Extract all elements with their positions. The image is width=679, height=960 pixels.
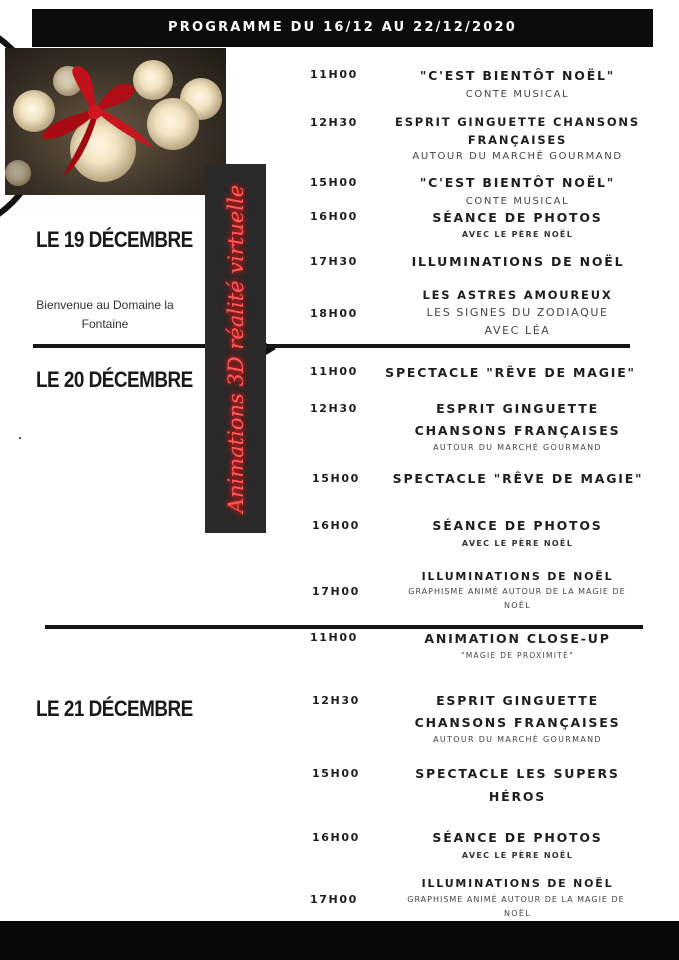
event-title: ESPRIT GINGUETTE CHANSONS bbox=[395, 115, 640, 129]
event-subtitle: CONTE MUSICAL bbox=[465, 89, 570, 100]
event-title: ILLUMINATIONS DE NOËL bbox=[421, 877, 614, 890]
event-title: ESPRIT GINGUETTE bbox=[436, 693, 599, 708]
event-subtitle: AVEC LE PÈRE NOËL bbox=[461, 851, 574, 860]
event-subtitle: AUTOUR DU MARCHÉ GOURMAND bbox=[433, 735, 602, 744]
event-title: SPECTACLE "RÊVE DE MAGIE" bbox=[392, 471, 644, 486]
section-divider bbox=[33, 344, 205, 348]
vertical-banner bbox=[205, 164, 266, 533]
day-title: LE 19 DÉCEMBRE bbox=[36, 227, 193, 252]
event-time: 12H30 bbox=[310, 402, 358, 415]
event-title: SÉANCE DE PHOTOS bbox=[432, 210, 603, 225]
section-divider bbox=[45, 625, 643, 629]
event-title: SPECTACLE "RÊVE DE MAGIE" bbox=[385, 365, 636, 380]
event-subtitle: CONTE MUSICAL bbox=[465, 196, 570, 207]
christmas-lights-photo bbox=[5, 48, 226, 195]
event-subtitle: AVEC LE PÈRE NOËL bbox=[461, 539, 574, 548]
event-subtitle: GRAPHISME ANIMÉ AUTOUR DE LA MAGIE DE bbox=[408, 587, 626, 596]
event-subtitle: "MAGIE DE PROXIMITÉ" bbox=[461, 651, 574, 660]
banner-text: Animations 3D réalité virtuelle bbox=[223, 184, 248, 513]
event-subtitle: NOËL bbox=[504, 909, 531, 918]
event-time: 16H00 bbox=[312, 831, 360, 844]
event-subtitle: AUTOUR DU MARCHÉ GOURMAND bbox=[412, 151, 623, 162]
day-title: LE 20 DÉCEMBRE bbox=[36, 367, 193, 392]
welcome-line: Bienvenue au Domaine la bbox=[36, 298, 174, 312]
event-time: 16H00 bbox=[312, 519, 360, 532]
footer-bar bbox=[0, 921, 679, 960]
page-title: PROGRAMME DU 16/12 AU 22/12/2020 bbox=[168, 20, 517, 35]
event-time: 18H00 bbox=[310, 307, 358, 320]
event-time: 15H00 bbox=[312, 767, 360, 780]
event-title: CHANSONS FRANÇAISES bbox=[414, 715, 621, 730]
event-time: 17H30 bbox=[310, 255, 358, 268]
event-subtitle: AVEC LE PÈRE NOËL bbox=[461, 230, 574, 239]
event-title: SÉANCE DE PHOTOS bbox=[432, 830, 603, 845]
section-divider bbox=[266, 344, 630, 348]
event-subtitle: LES SIGNES DU ZODIAQUE bbox=[426, 306, 609, 319]
event-time: 11H00 bbox=[310, 365, 358, 378]
event-time: 17H00 bbox=[312, 585, 360, 598]
event-title: ESPRIT GINGUETTE bbox=[436, 401, 599, 416]
red-ribbon-icon bbox=[5, 48, 226, 195]
event-time: 17H00 bbox=[310, 893, 358, 906]
event-subtitle: NOËL bbox=[504, 601, 531, 610]
event-title: "C'EST BIENTÔT NOËL" bbox=[419, 68, 616, 83]
dot bbox=[19, 437, 21, 439]
event-subtitle: GRAPHISME ANIMÉ AUTOUR DE LA MAGIE DE bbox=[407, 895, 625, 904]
event-title: FRANÇAISES bbox=[467, 133, 568, 147]
event-time: 16H00 bbox=[310, 210, 358, 223]
event-title: "C'EST BIENTÔT NOËL" bbox=[419, 175, 616, 190]
event-time: 12H30 bbox=[310, 116, 358, 129]
event-title: ANIMATION CLOSE-UP bbox=[424, 631, 611, 646]
event-title: ILLUMINATIONS DE NOËL bbox=[421, 570, 614, 583]
event-time: 15H00 bbox=[310, 176, 358, 189]
event-time: 11H00 bbox=[310, 68, 358, 81]
event-title: LES ASTRES AMOUREUX bbox=[422, 288, 613, 302]
header-bar bbox=[32, 9, 653, 47]
event-time: 12H30 bbox=[312, 694, 360, 707]
event-title: HÉROS bbox=[488, 789, 547, 804]
event-title: ILLUMINATIONS DE NOËL bbox=[411, 254, 625, 269]
event-title: SPECTACLE LES SUPERS bbox=[415, 766, 620, 781]
event-time: 11H00 bbox=[310, 631, 358, 644]
event-subtitle: AUTOUR DU MARCHÉ GOURMAND bbox=[433, 443, 602, 452]
event-title: SÉANCE DE PHOTOS bbox=[432, 518, 603, 533]
event-title: CHANSONS FRANÇAISES bbox=[414, 423, 621, 438]
event-subtitle: AVEC LÉA bbox=[484, 324, 551, 337]
welcome-line: Fontaine bbox=[81, 317, 129, 331]
welcome-text bbox=[20, 296, 190, 334]
event-time: 15H00 bbox=[312, 472, 360, 485]
day-title: LE 21 DÉCEMBRE bbox=[36, 696, 193, 721]
